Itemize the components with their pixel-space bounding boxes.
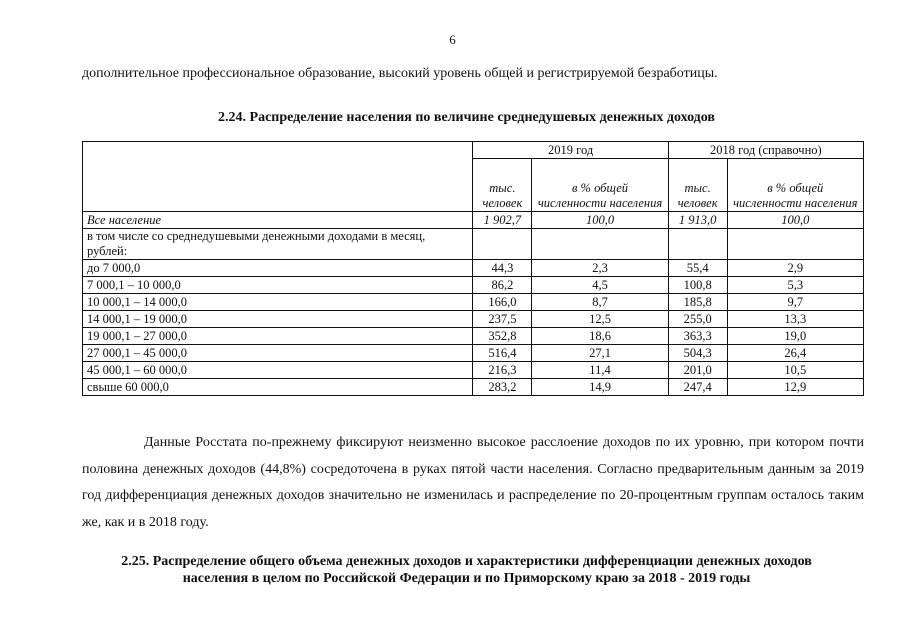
cell-value: 18,6: [532, 328, 668, 345]
table-row-note: [83, 229, 864, 260]
cell-value: 12,5: [532, 311, 668, 328]
table-row: [83, 328, 864, 345]
table-row-total: [83, 212, 864, 229]
cell-value: 2,3: [532, 260, 668, 277]
empty-cell: [668, 229, 727, 260]
row-label: 14 000,1 – 19 000,0: [83, 311, 473, 328]
cell-value: 55,4: [668, 260, 727, 277]
row-label: 45 000,1 – 60 000,0: [83, 362, 473, 379]
cell-value: 13,3: [727, 311, 863, 328]
empty-cell: [532, 229, 668, 260]
row-label: 10 000,1 – 14 000,0: [83, 294, 473, 311]
row-note-label: в том числе со среднедушевыми денежными доходами в месяц, рублей:: [83, 229, 473, 260]
cell-value: 247,4: [668, 379, 727, 396]
table-corner-cell: [83, 142, 473, 212]
cell-value: 26,4: [727, 345, 863, 362]
cell-value: 1 913,0: [668, 212, 727, 229]
row-label: Все население: [83, 212, 473, 229]
cell-value: 352,8: [473, 328, 532, 345]
header-percent-2018: в % общей численности населения: [727, 159, 863, 212]
empty-cell: [473, 229, 532, 260]
cell-value: 237,5: [473, 311, 532, 328]
header-year-2019: 2019 год: [473, 142, 668, 159]
table-row: [83, 277, 864, 294]
cell-value: 27,1: [532, 345, 668, 362]
cell-value: 100,0: [727, 212, 863, 229]
section-title-line-2: населения в целом по Российской Федерации и по Приморскому краю за 2018 - 2019 годы: [182, 571, 751, 586]
cell-value: 283,2: [473, 379, 532, 396]
cell-value: 2,9: [727, 260, 863, 277]
row-label: 7 000,1 – 10 000,0: [83, 277, 473, 294]
cell-value: 12,9: [727, 379, 863, 396]
section-title-2-25: [14, 553, 905, 587]
cell-value: 504,3: [668, 345, 727, 362]
cell-value: 100,8: [668, 277, 727, 294]
cell-value: 19,0: [727, 328, 863, 345]
income-distribution-table: [82, 141, 864, 396]
section-title-line-1: 2.25. Распределение общего объема денежных доходов и характеристики дифференциации денежных доходов: [121, 554, 812, 569]
header-thousand-2018: тыс. человек: [668, 159, 727, 212]
cell-value: 166,0: [473, 294, 532, 311]
cell-value: 201,0: [668, 362, 727, 379]
intro-text-line: дополнительное профессиональное образование, высокий уровень общей и регистрируемой безработицы.: [82, 66, 718, 81]
cell-value: 1 902,7: [473, 212, 532, 229]
header-thousand-2019: тыс. человек: [473, 159, 532, 212]
table-row: [83, 294, 864, 311]
cell-value: 14,9: [532, 379, 668, 396]
cell-value: 86,2: [473, 277, 532, 294]
cell-value: 100,0: [532, 212, 668, 229]
row-label: 27 000,1 – 45 000,0: [83, 345, 473, 362]
table-row: [83, 260, 864, 277]
cell-value: 363,3: [668, 328, 727, 345]
header-year-2018: 2018 год (справочно): [668, 142, 863, 159]
table-row: [83, 379, 864, 396]
body-paragraph: Данные Росстата по-прежнему фиксируют неизменно высокое расслоение доходов по их уровню, при котором почти половина денежных доходов (44,8%) сосредоточена в руках пятой части населения. Согласно предварительным данным за 2019 год дифференциация денежных доходов значительно не изменилась и распределение по 20-процентным группам осталось таким же, как и в 2018 году.: [82, 435, 864, 530]
cell-value: 9,7: [727, 294, 863, 311]
empty-cell: [727, 229, 863, 260]
cell-value: 44,3: [473, 260, 532, 277]
table-row: [83, 311, 864, 328]
cell-value: 216,3: [473, 362, 532, 379]
section-title-2-24: 2.24. Распределение населения по величине среднедушевых денежных доходов: [218, 110, 715, 125]
cell-value: 10,5: [727, 362, 863, 379]
row-label: 19 000,1 – 27 000,0: [83, 328, 473, 345]
row-label: свыше 60 000,0: [83, 379, 473, 396]
cell-value: 11,4: [532, 362, 668, 379]
table-row: [83, 345, 864, 362]
cell-value: 516,4: [473, 345, 532, 362]
row-label: до 7 000,0: [83, 260, 473, 277]
cell-value: 5,3: [727, 277, 863, 294]
cell-value: 255,0: [668, 311, 727, 328]
header-percent-2019: в % общей численности населения: [532, 159, 668, 212]
cell-value: 8,7: [532, 294, 668, 311]
cell-value: 185,8: [668, 294, 727, 311]
page-number: 6: [449, 32, 456, 47]
cell-value: 4,5: [532, 277, 668, 294]
table-row: [83, 362, 864, 379]
